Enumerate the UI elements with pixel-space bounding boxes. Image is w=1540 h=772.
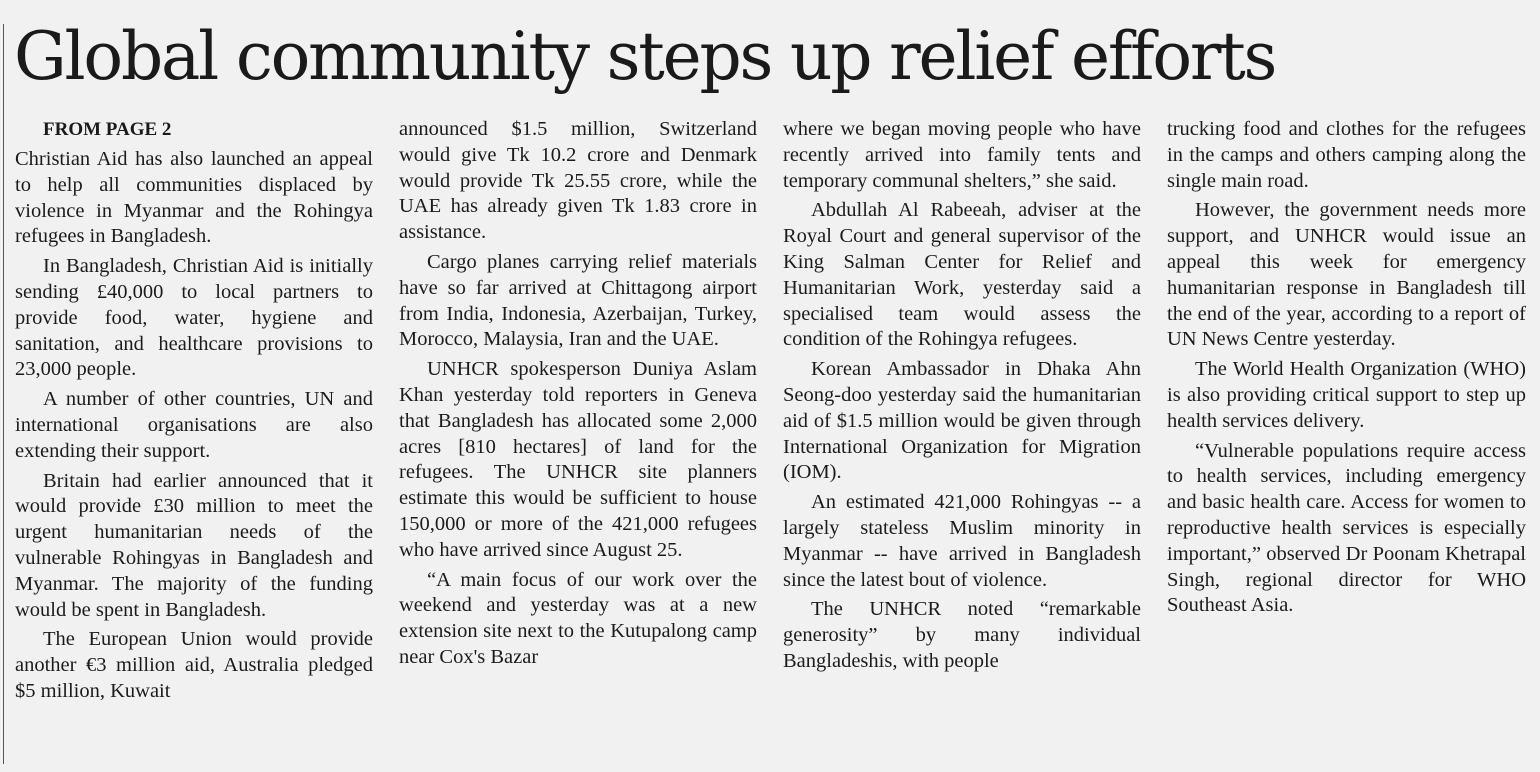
article-column-2 [399, 117, 757, 675]
article-column-1 [15, 117, 373, 709]
paragraph: UNHCR spokesperson Duniya Aslam Khan yesterday told reporters in Geneva that Bangladesh has allocated some 2,000 acres [810 hectares] of land for the refugees. The UNHCR site planners estimate this would be sufficient to house 150,000 or more of the 421,000 refugees who have arrived since August 25. [399, 358, 757, 561]
paragraph: Cargo planes carrying relief materials have so far arrived at Chittagong airport from India, Indonesia, Azerbaijan, Turkey, Morocco, Malaysia, Iran and the UAE. [399, 250, 757, 351]
paragraph: A number of other countries, UN and international organisations are also extending their support. [15, 388, 373, 462]
paragraph: trucking food and clothes for the refugees in the camps and others camping along the single main road. [1167, 118, 1526, 192]
paragraph: Christian Aid has also launched an appeal to help all communities displaced by violence in Myanmar and the Rohingya refugees in Bangladesh. [15, 148, 373, 248]
headline: Global community steps up relief efforts [14, 18, 1276, 95]
article-column-4 [1167, 117, 1526, 623]
column-edge-rule [3, 24, 4, 764]
paragraph: However, the government needs more support, and UNHCR would issue an appeal this week for emergency humanitarian response in Bangladesh till the end of the year, according to a report of UN News Centre yesterday. [1167, 199, 1526, 351]
paragraph: In Bangladesh, Christian Aid is initially sending £40,000 to local partners to provide food, water, hygiene and sanitation, and healthcare provisions to 23,000 people. [15, 255, 373, 381]
article-column-3 [783, 117, 1141, 679]
paragraph: Korean Ambassador in Dhaka Ahn Seong-doo yesterday said the humanitarian aid of $1.5 million would be given through International Organization for Migration (IOM). [783, 358, 1141, 484]
paragraph: Britain had earlier announced that it would provide £30 million to meet the urgent humanitarian needs of the vulnerable Rohingyas in Bangladesh and Myanmar. The majority of the funding would be spent in Bangladesh. [15, 469, 373, 621]
paragraph: The European Union would provide another €3 million aid, Australia pledged $5 million, Kuwait [15, 628, 373, 702]
paragraph: The UNHCR noted “remarkable generosity” by many individual Bangladeshis, with people [783, 598, 1141, 672]
paragraph: An estimated 421,000 Rohingyas -- a largely stateless Muslim minority in Myanmar -- have arrived in Bangladesh since the latest bout of violence. [783, 491, 1141, 591]
kicker: FROM PAGE 2 [43, 119, 172, 140]
paragraph: “A main focus of our work over the weekend and yesterday was at a new extension site next to the Kutupalong camp near Cox's Bazar [399, 568, 757, 668]
paragraph: Abdullah Al Rabeeah, adviser at the Royal Court and general supervisor of the King Salman Center for Relief and Humanitarian Work, yesterday said a specialised team would assess the condition of the Rohingya refugees. [783, 199, 1141, 351]
paragraph: “Vulnerable populations require access to health services, including emergency and basic health care. Access for women to reproductive health services is especially important,” observed Dr Poonam Khetrapal Singh, regional director for WHO Southeast Asia. [1167, 439, 1526, 617]
paragraph: where we began moving people who have recently arrived into family tents and temporary communal shelters,” she said. [783, 118, 1141, 192]
paragraph: announced $1.5 million, Switzerland would give Tk 10.2 crore and Denmark would provide Tk 25.55 crore, while the UAE has already given Tk 1.83 crore in assistance. [399, 118, 757, 244]
paragraph: The World Health Organization (WHO) is also providing critical support to step up health services delivery. [1167, 358, 1526, 432]
